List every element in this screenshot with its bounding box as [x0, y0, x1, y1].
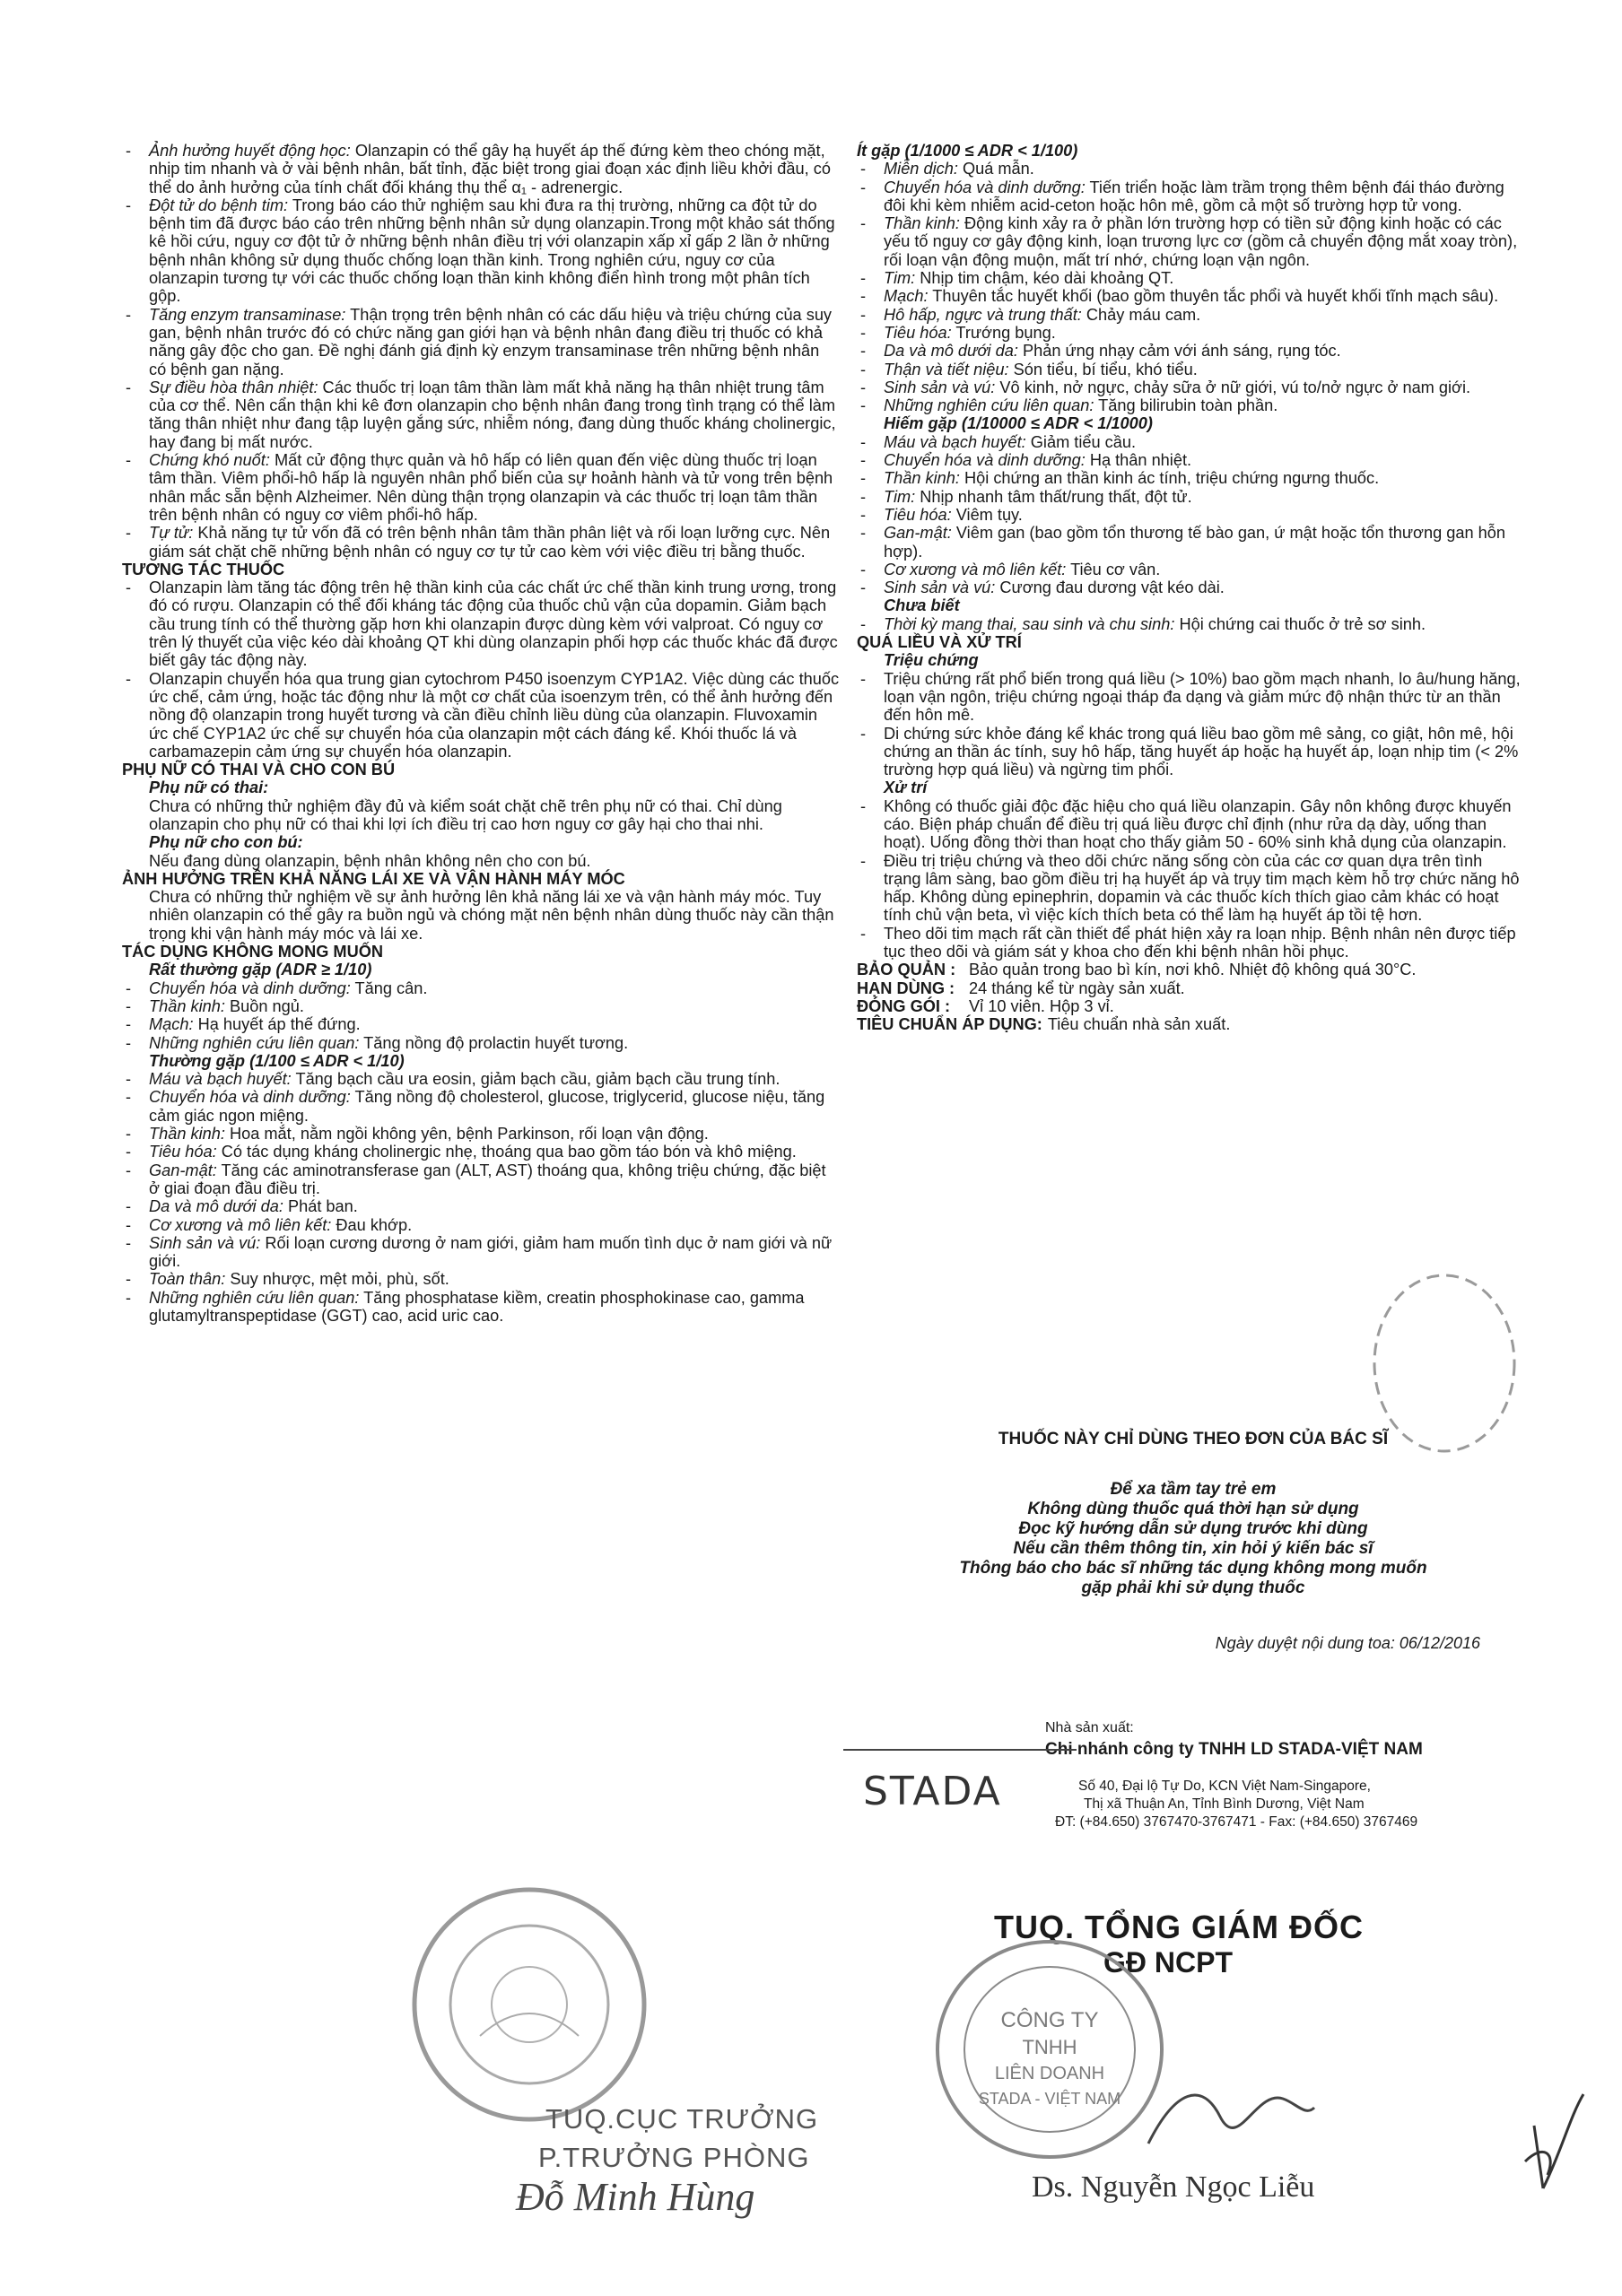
- precaution-suicide: - Tự tử: Khả năng tự tử vốn đã có trên bệnh nhân tâm thần phân liệt và rối loạn lưỡng cực. Nên giám sát chặt chẽ những bệnh nhân có nguy cơ tự tử cao kèm với việc điều trị bằng thuốc.: [122, 524, 840, 561]
- subheading-very-common: Rất thường gặp (ADR ≥ 1/10): [149, 961, 372, 979]
- subheading-breastfeeding: Phụ nữ cho con bú:: [149, 833, 303, 852]
- shelf-life-row: HẠN DÙNG : 24 tháng kể từ ngày sản xuất.: [857, 978, 1185, 997]
- adr-item: - Tim: Nhịp nhanh tâm thất/rung thất, đột tử.: [857, 488, 1521, 506]
- address-line: Số 40, Đại lộ Tự Do, KCN Việt Nam-Singapore,: [1078, 1779, 1371, 1794]
- advice-block: [861, 1480, 1525, 1598]
- subheading-unknown: Chưa biết: [884, 596, 960, 615]
- prescription-warning: THUỐC NÀY CHỈ DÙNG THEO ĐƠN CỦA BÁC SĨ: [998, 1430, 1389, 1448]
- adr-item: - Cơ xương và mô liên kết: Đau khớp.: [122, 1216, 840, 1234]
- pregnant-text: Chưa có những thử nghiệm đầy đủ và kiểm soát chặt chẽ trên phụ nữ có thai. Chỉ dùng olanzapin cho phụ nữ có thai khi lợi ích điều trị cao hơn nguy cơ gây hại cho thai nhi.: [149, 796, 782, 833]
- adr-item: - Chuyển hóa và dinh dưỡng: Tăng nồng độ cholesterol, glucose, triglycerid, glucose niệu, tăng cảm giác ngon miệng.: [122, 1088, 840, 1125]
- adr-item: - Thận và tiết niệu: Són tiểu, bí tiểu, khó tiểu.: [857, 361, 1521, 378]
- standard-row: TIÊU CHUẨN ÁP DỤNG: Tiêu chuẩn nhà sản xuất.: [857, 1015, 1231, 1034]
- adr-item: - Thần kinh: Buồn ngủ.: [122, 997, 840, 1015]
- section-heading-overdose: QUÁ LIỀU VÀ XỬ TRÍ: [857, 633, 1022, 652]
- subheading-rare: Hiếm gặp (1/10000 ≤ ADR < 1/1000): [884, 414, 1153, 433]
- left-signatory-title: TUQ.CỤC TRƯỞNG: [545, 2103, 819, 2135]
- left-signatory-name: Đỗ Minh Hùng: [516, 2175, 755, 2219]
- advice-line: Đọc kỹ hướng dẫn sử dụng trước khi dùng: [1018, 1519, 1368, 1538]
- manufacturer-name: Chi nhánh công ty TNHH LD STADA-VIỆT NAM: [1045, 1740, 1423, 1759]
- address-line: Thị xã Thuận An, Tỉnh Bình Dương, Việt Nam: [1084, 1796, 1365, 1812]
- packaging-row: ĐÓNG GÓI : Vỉ 10 viên. Hộp 3 vỉ.: [857, 996, 1114, 1015]
- subheading-treatment: Xử trí: [884, 778, 928, 797]
- adr-item: - Thần kinh: Động kinh xảy ra ở phần lớn trường hợp có tiền sử động kinh hoặc có các yếu tố nguy cơ gây động kinh, loạn trương lực cơ (gồm cả chuyển động mắt xoay tròn), rối loạn vận động muộn, mất trí nhớ, chứng loạn vận ngôn.: [857, 214, 1521, 269]
- adr-item: - Da và mô dưới da: Phát ban.: [122, 1197, 840, 1215]
- subheading-pregnant: Phụ nữ có thai:: [149, 778, 269, 797]
- manufacturer-label: Nhà sản xuất:: [1045, 1720, 1134, 1735]
- treatment-item: - Theo dõi tim mạch rất cần thiết để phát hiện xảy ra loạn nhịp. Bệnh nhân nên được tiếp tục theo dõi và giám sát y khoa cho đến khi bệnh nhân hồi phục.: [857, 925, 1521, 961]
- adr-item: - Mạch: Thuyên tắc huyết khối (bao gồm thuyên tắc phổi và huyết khối tĩnh mạch sâu).: [857, 287, 1521, 305]
- left-column: [122, 142, 840, 1325]
- stada-logo: STADA: [863, 1769, 1002, 1814]
- breastfeeding-text: Nếu đang dùng olanzapin, bệnh nhân không nên cho con bú.: [149, 851, 591, 870]
- approval-date: Ngày duyệt nội dung toa: 06/12/2016: [1215, 1634, 1480, 1652]
- stamp-line: CÔNG TY: [1000, 2008, 1099, 2032]
- section-heading-driving: ẢNH HƯỞNG TRÊN KHẢ NĂNG LÁI XE VÀ VẬN HÀNH MÁY MÓC: [122, 869, 625, 888]
- advice-line: Thông báo cho bác sĩ những tác dụng không mong muốn: [959, 1559, 1427, 1578]
- company-stamp-small: [1373, 1274, 1516, 1453]
- company-stamp: [933, 1937, 1166, 2161]
- adr-item: - Máu và bạch huyết: Tăng bạch cầu ưa eosin, giảm bạch cầu, giảm bạch cầu trung tính.: [122, 1070, 840, 1088]
- advice-line: Không dùng thuốc quá thời hạn sử dụng: [1027, 1500, 1359, 1518]
- subheading-common: Thường gặp (1/100 ≤ ADR < 1/10): [149, 1051, 405, 1070]
- adr-item: - Thời kỳ mang thai, sau sinh và chu sinh: Hội chứng cai thuốc ở trẻ sơ sinh.: [857, 615, 1521, 633]
- stamp-line: TNHH: [1022, 2036, 1077, 2058]
- right-signatory-name: Ds. Nguyễn Ngọc Liễu: [1032, 2170, 1315, 2204]
- adr-item: - Tiêu hóa: Có tác dụng kháng cholinergic nhẹ, thoáng qua bao gồm táo bón và khô miệng.: [122, 1143, 840, 1161]
- adr-item: - Sinh sản và vú: Rối loạn cương dương ở nam giới, giảm ham muốn tình dục ở nam giới và nữ giới.: [122, 1234, 840, 1271]
- adr-item: - Những nghiên cứu liên quan: Tăng nồng độ prolactin huyết tương.: [122, 1034, 840, 1052]
- section-heading-adverse-effects: TÁC DỤNG KHÔNG MONG MUỐN: [122, 943, 383, 961]
- manufacturer-address: [1055, 1778, 1418, 1831]
- overdose-item: - Di chứng sức khỏe đáng kể khác trong quá liều bao gồm mê sảng, co giật, hôn mê, hội chứng an thần ác tính, suy hô hấp, tăng huyết áp hoặc hạ huyết áp, loạn nhịp tim (< 2% trường hợp quá liều) và ngừng tim phổi.: [857, 725, 1521, 779]
- adr-item: - Những nghiên cứu liên quan: Tăng phosphatase kiềm, creatin phosphokinase cao, gamma glutamyltranspeptidase (GGT) cao, acid uric cao.: [122, 1289, 840, 1326]
- precaution-hemodynamic: - Ảnh hưởng huyết động học: Olanzapin có thể gây hạ huyết áp thế đứng kèm theo chóng mặt, nhịp tim nhanh và ở vài bệnh nhân, bất tỉnh, đặc biệt trong giai đoạn xác định liều khởi đầu, có thể do ảnh hưởng của tính chất đối kháng thụ thể α₁ - adrenergic.: [122, 142, 840, 196]
- logo-rule: [843, 1749, 1077, 1751]
- right-signatory-role: GĐ NCPT: [1103, 1946, 1233, 1979]
- left-signatory-role: P.TRƯỞNG PHÒNG: [538, 2142, 810, 2173]
- subheading-symptoms: Triệu chứng: [884, 651, 979, 670]
- precaution-dysphagia: - Chứng khó nuốt: Mất cử động thực quản và hô hấp có liên quan đến việc dùng thuốc trị loạn tâm thần. Viêm phổi-hô hấp là nguyên nhân phổ biến của sự hoảnh hành và tử vong trên bệnh nhân mắc sẵn bệnh Alzheimer. Nên dùng thận trọng olanzapin và các thuốc trị loạn tâm thần trên bệnh nhân có nguy cơ viêm phổi-hô hấp.: [122, 451, 840, 524]
- adr-item: - Mạch: Hạ huyết áp thế đứng.: [122, 1015, 840, 1033]
- driving-text: Chưa có những thử nghiệm về sự ảnh hưởng lên khả năng lái xe và vận hành máy móc. Tuy nhiên olanzapin có thể gây ra buồn ngủ và chóng mặt nên bệnh nhân dùng thuốc này cần thận trọng khi vận hành máy móc và lái xe.: [149, 888, 834, 943]
- adr-item: - Những nghiên cứu liên quan: Tăng bilirubin toàn phần.: [857, 396, 1521, 414]
- adr-item: - Tim: Nhịp tim chậm, kéo dài khoảng QT.: [857, 269, 1521, 287]
- adr-item: - Chuyển hóa và dinh dưỡng: Tăng cân.: [122, 979, 840, 997]
- advice-line: gặp phải khi sử dụng thuốc: [1081, 1578, 1305, 1597]
- stamp-line: STADA - VIỆT NAM: [978, 2090, 1121, 2108]
- right-signatory-title: TUQ. TỔNG GIÁM ĐỐC: [994, 1909, 1364, 1945]
- interaction-item: - Olanzapin làm tăng tác động trên hệ thần kinh của các chất ức chế thần kinh trung ương, trong đó có rượu. Olanzapin có thể đối kháng tác động của thuốc chủ vận của dopamin. Giảm bạch cầu trung tính có thể thường gặp hơn khi olanzapin được dùng kèm với valproat. Có nguy cơ trên lý thuyết của việc kéo dài khoảng QT khi dùng olanzapin phối hợp các thuốc khác đã được biết gây tác động này.: [122, 578, 840, 669]
- overdose-item: - Triệu chứng rất phổ biến trong quá liều (> 10%) bao gồm mạch nhanh, lo âu/hung hăng, loạn vận ngôn, triệu chứng ngoại tháp đa dạng và giảm mức độ nhận thức từ an thần đến hôn mê.: [857, 670, 1521, 725]
- interaction-item: - Olanzapin chuyển hóa qua trung gian cytochrom P450 isoenzym CYP1A2. Việc dùng các thuốc ức chế, cảm ứng, hoặc tác động như là một cơ chất của isoenzym trên, có thể ảnh hưởng đến nồng độ olanzapin trong huyết tương và cần điều chỉnh liều dùng của olanzapin. Fluvoxamin ức chế CYP1A2 ức chế sự chuyển hóa của olanzapin một cách đáng kể. Khói thuốc lá và carbamazepin cảm ứng sự chuyển hóa olanzapin.: [122, 670, 840, 761]
- adr-item: - Thần kinh: Hội chứng an thần kinh ác tính, triệu chứng ngưng thuốc.: [857, 469, 1521, 487]
- adr-item: - Da và mô dưới da: Phản ứng nhạy cảm với ánh sáng, rụng tóc.: [857, 342, 1521, 360]
- adr-item: - Chuyển hóa và dinh dưỡng: Hạ thân nhiệt.: [857, 451, 1521, 469]
- stamp-line: LIÊN DOANH: [994, 2064, 1105, 2083]
- right-column: [857, 142, 1521, 1034]
- treatment-item: - Điều trị triệu chứng và theo dõi chức năng sống còn của các cơ quan dựa trên tình trạng lâm sàng, bao gồm điều trị hạ huyết áp và trụy tim mạch kèm hỗ trợ chức năng hô hấp. Không dùng epinephrin, dopamin và các thuốc kích thích giao cảm khác có hoạt tính chủ vận beta, vì việc kích thích beta có thể làm hạ huyết áp tồi tệ hơn.: [857, 852, 1521, 925]
- adr-item: - Máu và bạch huyết: Giảm tiểu cầu.: [857, 433, 1521, 451]
- storage-row: BẢO QUẢN : Bảo quản trong bao bì kín, nơi khô. Nhiệt độ không quá 30°C.: [857, 961, 1417, 979]
- adr-item: - Tiêu hóa: Trướng bụng.: [857, 324, 1521, 342]
- handwritten-signature: [1139, 2072, 1319, 2161]
- contact-line: ĐT: (+84.650) 3767470-3767471 - Fax: (+84.650) 3767469: [1055, 1814, 1418, 1830]
- precaution-thermoregulation: - Sự điều hòa thân nhiệt: Các thuốc trị loạn tâm thần làm mất khả năng hạ thân nhiệt trung tâm của cơ thể. Nên cẩn thận khi kê đơn olanzapin cho bệnh nhân đang trong tình trạng có thể làm tăng thân nhiệt như đang tập luyện gắng sức, nhiễm nóng, đang dùng thuốc kháng cholinergic, hay đang bị mất nước.: [122, 378, 840, 451]
- adr-item: - Toàn thân: Suy nhược, mệt mỏi, phù, sốt.: [122, 1270, 840, 1288]
- treatment-item: - Không có thuốc giải độc đặc hiệu cho quá liều olanzapin. Gây nôn không được khuyến cáo. Biện pháp chuẩn để điều trị quá liều được chỉ định (như rửa dạ dày, uống than hoạt). Uống đồng thời than hoạt cho thấy giảm 50 - 60% sinh khả dụng của olanzapin.: [857, 797, 1521, 852]
- advice-line: Để xa tầm tay trẻ em: [1110, 1480, 1277, 1499]
- precaution-transaminase: - Tăng enzym transaminase: Thận trọng trên bệnh nhân có các dấu hiệu và triệu chứng của suy gan, bệnh nhân trước đó có chức năng gan giới hạn và bệnh nhân đang điều trị thuốc có khả năng gây độc cho gan. Đề nghị đánh giá định kỳ enzym transaminase trên những bệnh nhân có bệnh gan nặng.: [122, 306, 840, 378]
- subheading-uncommon: Ít gặp (1/1000 ≤ ADR < 1/100): [857, 142, 1078, 160]
- advice-line: Nếu cần thêm thông tin, xin hỏi ý kiến bác sĩ: [1013, 1539, 1373, 1558]
- government-seal: [408, 1883, 650, 2126]
- section-heading-interactions: TƯƠNG TÁC THUỐC: [122, 560, 285, 578]
- precaution-sudden-death: - Đột tử do bệnh tim: Trong báo cáo thử nghiệm sau khi đưa ra thị trường, những ca đột tử do bệnh tim đã được báo cáo trên những bệnh nhân sử dụng olanzapin.Trong một khảo sát thống kê hồi cứu, nguy cơ đột tử ở những bệnh nhân điều trị với olanzapin xấp xỉ gấp 2 lần ở những bệnh nhân không sử dụng thuốc chống loạn thần kinh. Trong nghiên cứu, nguy cơ của olanzapin tương tự với các thuốc chống loạn thần kinh không điển hình trong một phân tích gộp.: [122, 196, 840, 306]
- initial-mark: [1516, 2090, 1588, 2206]
- adr-item: - Miễn dịch: Quá mẫn.: [857, 160, 1521, 178]
- adr-item: - Tiêu hóa: Viêm tụy.: [857, 506, 1521, 524]
- adr-item: - Hô hấp, ngực và trung thất: Chảy máu cam.: [857, 306, 1521, 324]
- adr-item: - Chuyển hóa và dinh dưỡng: Tiến triển hoặc làm trầm trọng thêm bệnh đái tháo đường đôi khi kèm nhiễm acid-ceton hoặc hôn mê, gồm cả một số trường hợp tử vong.: [857, 178, 1521, 215]
- adr-item: - Cơ xương và mô liên kết: Tiêu cơ vân.: [857, 561, 1521, 578]
- adr-item: - Thần kinh: Hoa mắt, nằm ngồi không yên, bệnh Parkinson, rối loạn vận động.: [122, 1125, 840, 1143]
- adr-item: - Gan-mật: Viêm gan (bao gồm tổn thương tế bào gan, ứ mật hoặc tổn thương gan hỗn hợp).: [857, 524, 1521, 561]
- section-heading-pregnancy: PHỤ NỮ CÓ THAI VÀ CHO CON BÚ: [122, 761, 396, 779]
- adr-item: - Gan-mật: Tăng các aminotransferase gan (ALT, AST) thoáng qua, không triệu chứng, đặc biệt ở giai đoạn đầu điều trị.: [122, 1161, 840, 1198]
- adr-item: - Sinh sản và vú: Vô kinh, nở ngực, chảy sữa ở nữ giới, vú to/nở ngực ở nam giới.: [857, 378, 1521, 396]
- adr-item: - Sinh sản và vú: Cương đau dương vật kéo dài.: [857, 578, 1521, 596]
